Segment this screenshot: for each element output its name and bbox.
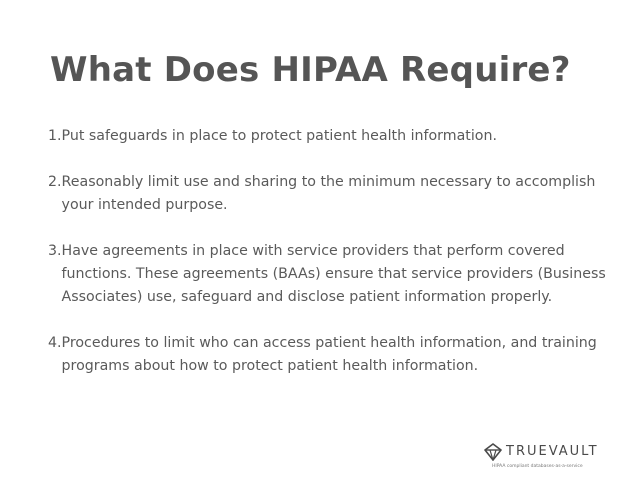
list-item-text: Reasonably limit use and sharing to the minimum necessary to accomplish your intended purpose. — [61, 174, 596, 213]
slide-title: What Does HIPAA Require? — [50, 50, 571, 90]
truevault-logo-icon — [484, 443, 502, 461]
requirements-list — [48, 125, 608, 401]
list-item-number: 4. — [48, 335, 62, 351]
list-item-text: Procedures to limit who can access patient health information, and training programs about how to protect patient health information. — [61, 335, 597, 374]
list-item-text: Put safeguards in place to protect patient health information. — [61, 128, 497, 144]
logo-wordmark: TRUEVAULT — [506, 444, 599, 459]
list-item — [48, 332, 608, 378]
logo-tagline: HIPAA compliant databases-as-a-service — [492, 464, 583, 469]
list-item-number: 3. — [48, 243, 62, 259]
list-item-number: 1. — [48, 128, 62, 144]
list-item — [48, 171, 608, 217]
list-item — [48, 240, 608, 309]
truevault-logo — [484, 442, 599, 472]
list-item-text: Have agreements in place with service providers that perform covered functions. These agreements (BAAs) ensure that service providers (Business Associates) use, safeguard and disclose patient information properly. — [61, 243, 606, 305]
list-item-number: 2. — [48, 174, 62, 190]
list-item — [48, 125, 608, 148]
